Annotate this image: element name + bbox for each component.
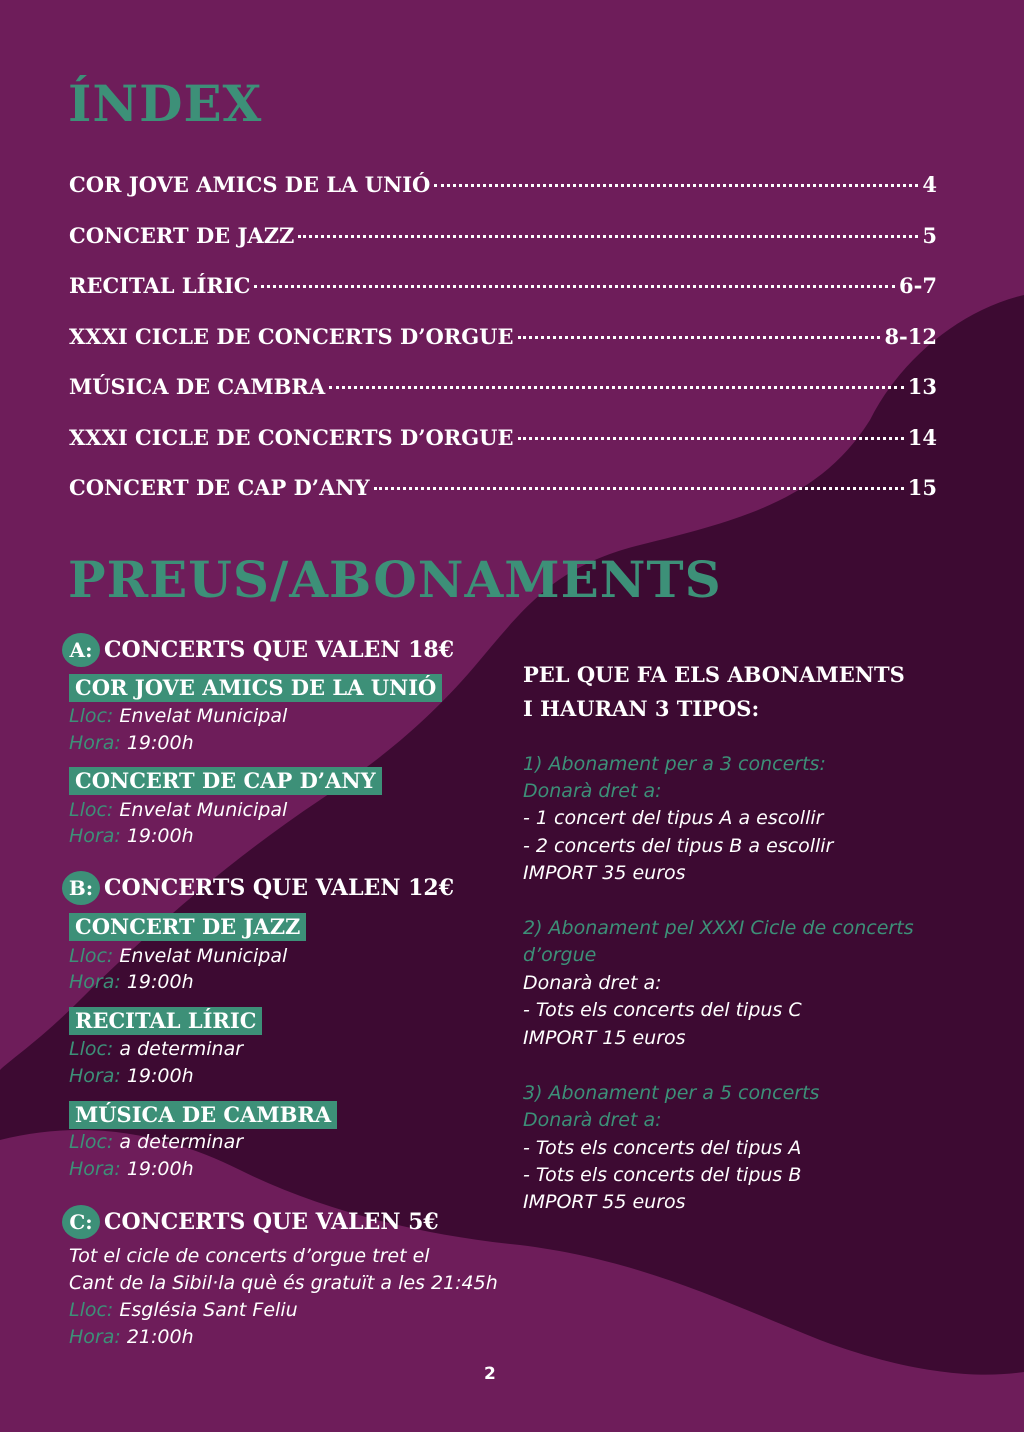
toc-label: CONCERT DE JAZZ bbox=[69, 223, 295, 248]
toc-leader bbox=[434, 184, 918, 187]
toc-item[interactable] bbox=[69, 475, 937, 505]
toc-leader bbox=[518, 437, 904, 440]
venue-line bbox=[69, 1038, 243, 1060]
concert-tag: RECITAL LÍRIC bbox=[69, 1007, 262, 1035]
subscription-3-title: 3) Abonament per a 5 concerts bbox=[523, 1082, 820, 1104]
subscription-1-rights: Donarà dret a: bbox=[523, 780, 662, 802]
category-a-heading bbox=[62, 633, 454, 667]
toc-item[interactable] bbox=[69, 425, 937, 455]
time-label: Hora: bbox=[69, 1065, 121, 1087]
venue-value: Envelat Municipal bbox=[119, 705, 288, 727]
toc-leader bbox=[374, 487, 904, 490]
time-label: Hora: bbox=[69, 825, 121, 847]
time-line bbox=[69, 1326, 194, 1348]
concert-tag: COR JOVE AMICS DE LA UNIÓ bbox=[69, 674, 442, 702]
category-c-badge: C: bbox=[62, 1205, 100, 1239]
category-c-heading bbox=[62, 1205, 439, 1239]
time-value: 19:00h bbox=[126, 825, 194, 847]
toc-page: 5 bbox=[922, 223, 937, 248]
subscription-2-title: 2) Abonament pel XXXI Cicle de concerts bbox=[523, 917, 914, 939]
category-c-desc: Tot el cicle de concerts d’orgue tret el bbox=[69, 1245, 430, 1267]
toc-leader bbox=[254, 285, 895, 288]
venue-label: Lloc: bbox=[69, 945, 114, 967]
venue-label: Lloc: bbox=[69, 799, 114, 821]
toc-item[interactable] bbox=[69, 273, 937, 303]
time-value: 19:00h bbox=[126, 1158, 194, 1180]
concert-tag: CONCERT DE CAP D’ANY bbox=[69, 767, 382, 795]
venue-label: Lloc: bbox=[69, 705, 114, 727]
venue-value: a determinar bbox=[119, 1038, 244, 1060]
time-line bbox=[69, 971, 194, 993]
index-title: ÍNDEX bbox=[68, 74, 263, 133]
category-b-heading bbox=[62, 871, 454, 905]
toc-label: XXXI CICLE DE CONCERTS D’ORGUE bbox=[69, 425, 514, 450]
venue-line bbox=[69, 1299, 298, 1321]
toc-label: CONCERT DE CAP D’ANY bbox=[69, 475, 370, 500]
toc-item[interactable] bbox=[69, 374, 937, 404]
time-label: Hora: bbox=[69, 971, 121, 993]
subscription-3-price: IMPORT 55 euros bbox=[523, 1191, 686, 1213]
prices-title: PREUS/ABONAMENTS bbox=[68, 550, 722, 609]
page-number: 2 bbox=[484, 1364, 496, 1384]
toc-leader bbox=[518, 336, 881, 339]
toc-page: 14 bbox=[907, 425, 937, 450]
concert-tag: CONCERT DE JAZZ bbox=[69, 913, 306, 941]
time-line bbox=[69, 1158, 194, 1180]
venue-label: Lloc: bbox=[69, 1131, 114, 1153]
venue-value: a determinar bbox=[119, 1131, 244, 1153]
subscription-1-item: - 1 concert del tipus A a escollir bbox=[523, 807, 824, 829]
category-b-title: CONCERTS QUE VALEN 12€ bbox=[104, 875, 455, 901]
subscriptions-heading-line: I HAURAN 3 TIPOS: bbox=[523, 696, 760, 721]
toc-item[interactable] bbox=[69, 223, 937, 253]
venue-value: Església Sant Feliu bbox=[119, 1299, 298, 1321]
toc-leader bbox=[298, 235, 918, 238]
toc-leader bbox=[329, 386, 904, 389]
subscriptions-heading bbox=[523, 658, 905, 726]
time-value: 19:00h bbox=[126, 1065, 194, 1087]
venue-value: Envelat Municipal bbox=[119, 945, 288, 967]
category-a-badge: A: bbox=[62, 633, 100, 667]
venue-line bbox=[69, 1131, 243, 1153]
time-line bbox=[69, 1065, 194, 1087]
subscription-2-item: - Tots els concerts del tipus C bbox=[523, 999, 802, 1021]
toc-page: 4 bbox=[922, 172, 937, 197]
time-label: Hora: bbox=[69, 732, 121, 754]
category-c-desc: Cant de la Sibil·la què és gratuït a les 21:45h bbox=[69, 1272, 498, 1294]
toc-item[interactable] bbox=[69, 324, 937, 354]
category-b-badge: B: bbox=[62, 871, 100, 905]
toc-label: COR JOVE AMICS DE LA UNIÓ bbox=[69, 172, 431, 197]
toc-item[interactable] bbox=[69, 172, 937, 202]
time-line bbox=[69, 732, 194, 754]
subscription-1-price: IMPORT 35 euros bbox=[523, 862, 686, 884]
concert-tag: MÚSICA DE CAMBRA bbox=[69, 1101, 337, 1129]
venue-line bbox=[69, 799, 287, 821]
subscription-2-title: d’orgue bbox=[523, 944, 597, 966]
time-value: 21:00h bbox=[126, 1326, 194, 1348]
category-a-title: CONCERTS QUE VALEN 18€ bbox=[104, 637, 455, 663]
toc-page: 13 bbox=[907, 374, 937, 399]
venue-label: Lloc: bbox=[69, 1038, 114, 1060]
subscription-2-price: IMPORT 15 euros bbox=[523, 1027, 686, 1049]
venue-value: Envelat Municipal bbox=[119, 799, 288, 821]
toc-page: 15 bbox=[907, 475, 937, 500]
subscription-1-item: - 2 concerts del tipus B a escollir bbox=[523, 835, 834, 857]
subscription-1-title: 1) Abonament per a 3 concerts: bbox=[523, 753, 826, 775]
time-line bbox=[69, 825, 194, 847]
subscription-3-item: - Tots els concerts del tipus A bbox=[523, 1137, 802, 1159]
subscription-3-item: - Tots els concerts del tipus B bbox=[523, 1164, 802, 1186]
toc-label: MÚSICA DE CAMBRA bbox=[69, 374, 326, 399]
venue-line bbox=[69, 945, 287, 967]
venue-line bbox=[69, 705, 287, 727]
time-label: Hora: bbox=[69, 1158, 121, 1180]
venue-label: Lloc: bbox=[69, 1299, 114, 1321]
toc-page: 8-12 bbox=[884, 324, 937, 349]
toc-label: XXXI CICLE DE CONCERTS D’ORGUE bbox=[69, 324, 514, 349]
subscription-3-rights: Donarà dret a: bbox=[523, 1109, 662, 1131]
time-value: 19:00h bbox=[126, 732, 194, 754]
category-c-title: CONCERTS QUE VALEN 5€ bbox=[104, 1209, 439, 1235]
subscription-2-rights: Donarà dret a: bbox=[523, 972, 662, 994]
time-label: Hora: bbox=[69, 1326, 121, 1348]
toc-label: RECITAL LÍRIC bbox=[69, 273, 251, 298]
subscriptions-heading-line: PEL QUE FA ELS ABONAMENTS bbox=[523, 662, 905, 687]
toc-page: 6-7 bbox=[899, 273, 937, 298]
time-value: 19:00h bbox=[126, 971, 194, 993]
